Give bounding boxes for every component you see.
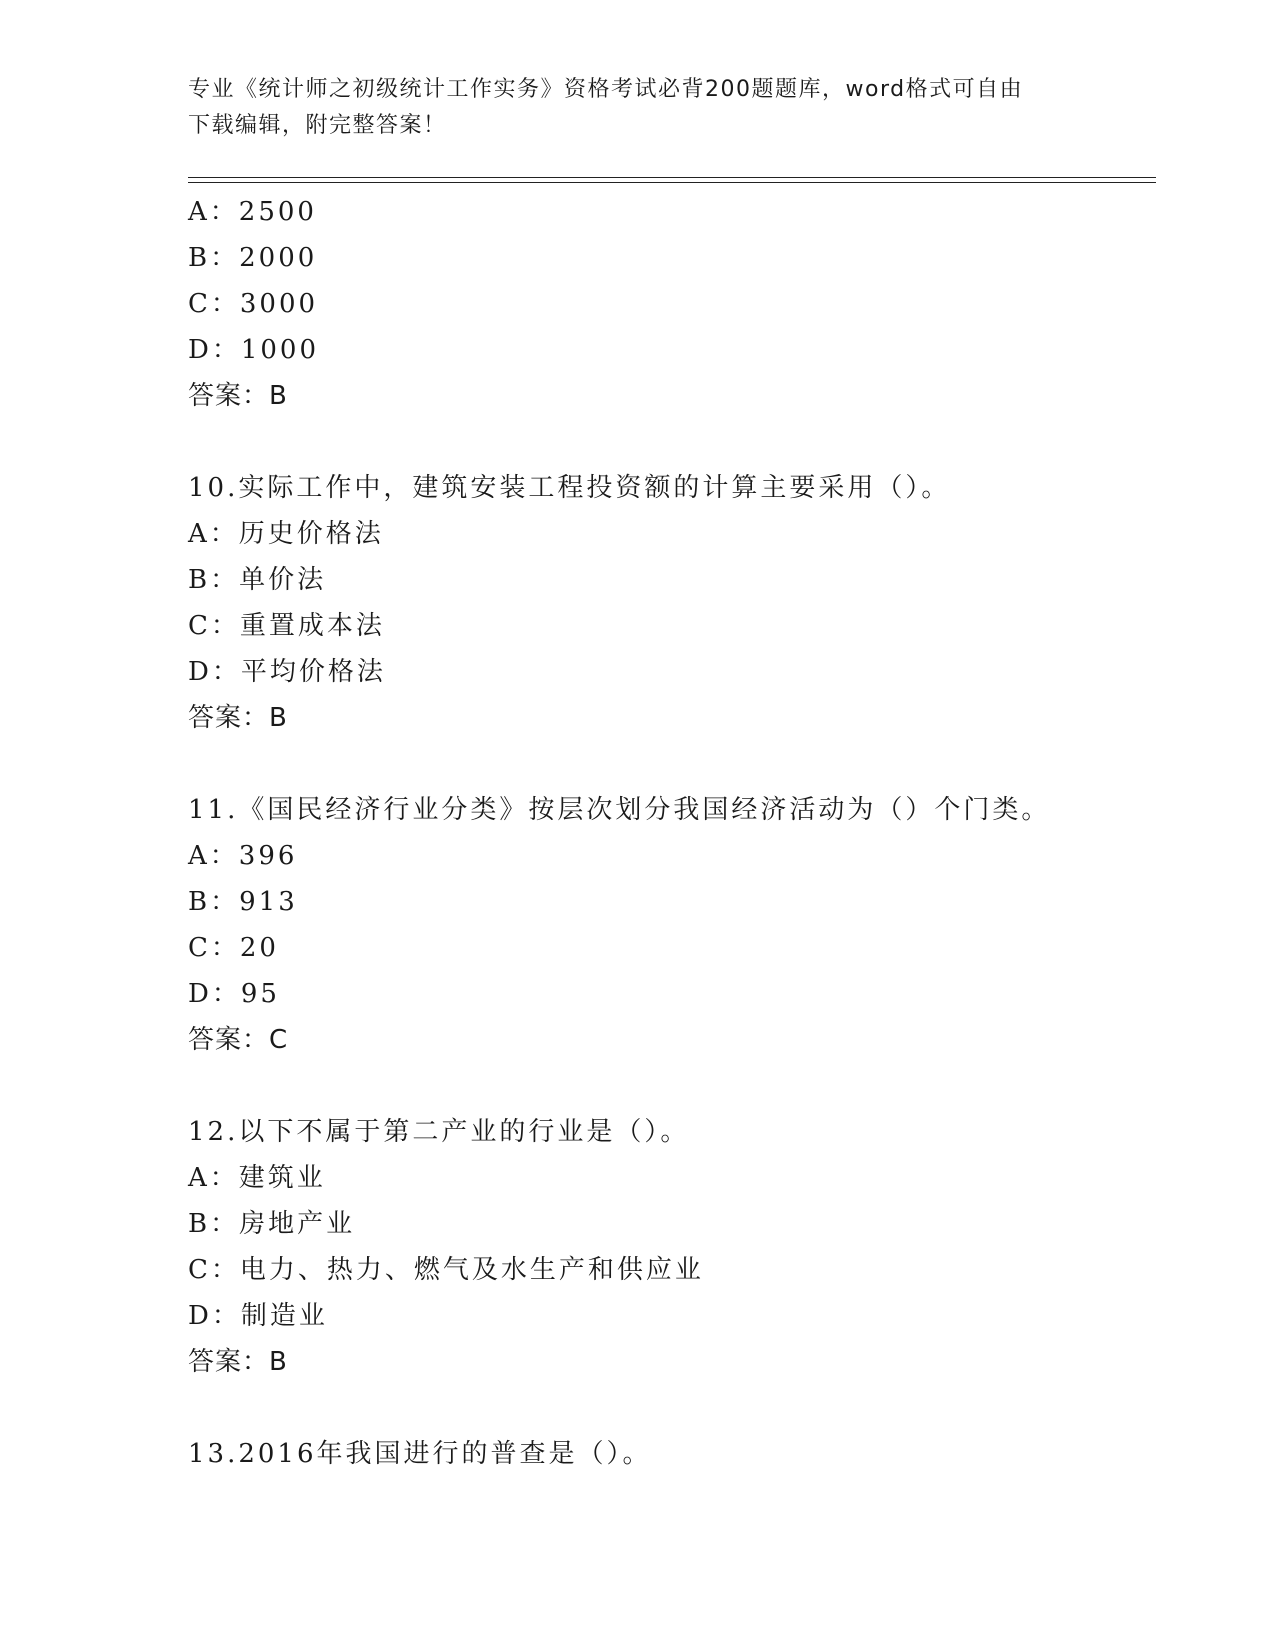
question-10: [188, 465, 1156, 741]
option-a: A：历史价格法: [188, 519, 384, 549]
option-a: A：2500: [188, 197, 317, 227]
question-list: [188, 189, 1156, 1477]
answer: 答案：B: [188, 381, 288, 411]
option-d: D：95: [188, 979, 280, 1009]
option-c: C：电力、热力、燃气及水生产和供应业: [188, 1255, 704, 1285]
spacer: [188, 1063, 1156, 1109]
question-12: [188, 1109, 1156, 1385]
option-b: B：单价法: [188, 565, 327, 595]
answer: 答案：B: [188, 1347, 288, 1377]
option-a: A：396: [188, 841, 298, 871]
option-d: D：平均价格法: [188, 657, 386, 687]
question-text: 12.以下不属于第二产业的行业是（）。: [188, 1117, 690, 1147]
option-c: C：重置成本法: [188, 611, 385, 641]
question-9: [188, 189, 1156, 419]
document-header: [188, 72, 1088, 144]
option-b: B：913: [188, 887, 298, 917]
option-d: D：制造业: [188, 1301, 328, 1331]
header-line-2: 下载编辑，附完整答案！: [188, 113, 447, 138]
answer: 答案：C: [188, 1025, 289, 1055]
option-c: C：3000: [188, 289, 319, 319]
option-a: A：建筑业: [188, 1163, 326, 1193]
question-text: 13.2016年我国进行的普查是（）。: [188, 1439, 652, 1469]
header-line-1: 专业《统计师之初级统计工作实务》资格考试必背200题题库，word格式可自由: [188, 77, 1024, 102]
header-rule-top: [188, 177, 1156, 178]
question-11: [188, 787, 1156, 1063]
header-rule-bottom: [188, 182, 1156, 183]
question-text: 11.《国民经济行业分类》按层次划分我国经济活动为（）个门类。: [188, 795, 1051, 825]
option-d: D：1000: [188, 335, 320, 365]
question-text: 10.实际工作中，建筑安装工程投资额的计算主要采用（）。: [188, 473, 951, 503]
question-13: [188, 1431, 1156, 1477]
spacer: [188, 741, 1156, 787]
spacer: [188, 419, 1156, 465]
option-b: B：2000: [188, 243, 318, 273]
answer: 答案：B: [188, 703, 288, 733]
option-b: B：房地产业: [188, 1209, 356, 1239]
option-c: C：20: [188, 933, 279, 963]
spacer: [188, 1385, 1156, 1431]
